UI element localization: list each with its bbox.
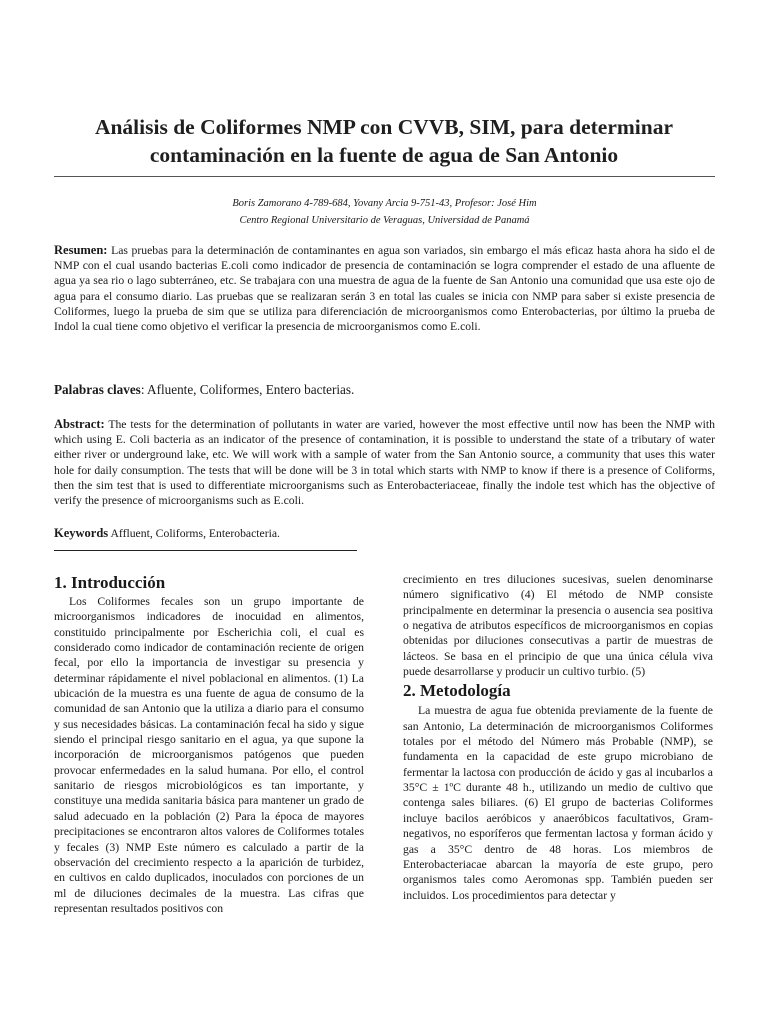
abstract-block <box>54 417 715 508</box>
right-column <box>403 572 713 903</box>
author-block <box>54 195 715 229</box>
abstract-label: Abstract: <box>54 417 105 431</box>
intro-heading: 1. Introducción <box>54 573 166 592</box>
title-line-1: Análisis de Coliformes NMP con CVVB, SIM, para determinar <box>94 115 674 139</box>
paper-title <box>40 113 728 169</box>
resumen-text: Las pruebas para la determinación de contaminantes en agua son variados, sin embargo el más eficaz hasta ahora ha sido el de NMP con el cual usando bacterias E.coli como indicador de presencia de contaminación se logra comprender el estado de una afluente de agua ya sea rio o lago subterráneo, etc. Se trabajara con una muestra de agua de la fuente de San Antonio una comunidad que usa este ojo de agua para el consumo diario. Las pruebas que se realizaran serán 3 en total las cuales se inicia con NMP para saber si existe presencia de Coliformes, luego la prueba de sim que se utiliza para diferenciación de microorganismos como Enterobacterias, por último la prueba de Indol la cual tiene como objetivo el verificar la presencia de microorganismos como E.coli. <box>54 244 715 334</box>
metodologia-paragraph: La muestra de agua fue obtenida previamente de la fuente de san Antonio, La determinación de microorganismos Coliformes totales por el método del Número más Probable (NMP), se fundamenta en la capacidad de este grupo microbiano de fermentar la lactosa con producción de ácido y gas al incubarlos a 35°C ± 1ºC durante 48 h., utilizando un medio de cultivo que contenga sales biliares. (6) El grupo de bacterias Coliformes incluye bacilos aeróbicos y anaeróbicos facultativos, Gram-negativos, no esporíferos que fermentan lactosa y forman ácido y gas a 35°C dentro de 48 horas. Los miembros de Enterobacteriacae abarcan la mayoría de este grupo, pero organismos tales como Aeromonas spp. También pueden ser incluidos. Los procedimientos para detectar y <box>403 704 713 902</box>
palabras-claves-block <box>54 381 715 398</box>
authors-line: Boris Zamorano 4-789-684, Yovany Arcia 9-751-43, Profesor: José Him <box>232 198 537 209</box>
keywords-text: Affluent, Coliforms, Enterobacteria. <box>108 527 280 540</box>
keywords-block <box>54 526 715 541</box>
intro-continued-paragraph: crecimiento en tres diluciones sucesivas, suelen denominarse número significativo (4) El método de NMP consiste principalmente en determinar la presencia o ausencia sea positiva o negativa de atributos específicos de microorganismos en copias obtenidas por diluciones consecutivas a partir de muestras de lácteos. Se basa en el principio de que una única célula viva puede desarrollarse y producir un cultivo turbio. (5) <box>403 573 713 679</box>
abstract-text: The tests for the determination of pollutants in water are varied, however the most effective until now has been the NMP with which using E. Coli bacteria as an indicator of the presence of contamination, it is possible to understand the state of a tributary of water either river or underground lake, etc. We will work with a sample of water from the San Antonio source, a community that uses this water hole for daily consumption. The tests that will be done will be 3 in total which starts with NMP to know if there is a presence of Coliforms, then the sim test that is used to differentiate microorganisms such as Enterobacteriaceae, finally the indole test which has the objective of verify the presence of microorganisms such as E.coli. <box>54 418 715 508</box>
resumen-label: Resumen: <box>54 243 108 257</box>
palabras-claves-text: : Afluente, Coliformes, Entero bacterias. <box>140 382 355 397</box>
intro-paragraph: Los Coliformes fecales son un grupo importante de microorganismos indicadores de inocuidad en alimentos, constituido principalmente por Escherichia coli, el cual es considerado como indicador de contaminación reciente de origen fecal, por ello la importancia de investigar su presencia y determinar rápidamente el nivel poblacional en alimentos. (1) La ubicación de la muestra es una fuente de agua de consumo de la comunidad de san Antonio que la utiliza a diario para el consumo y sus necesidades básicas. La contaminación fecal ha sido y sigue siendo el principal riesgo sanitario en el agua, ya que supone la incorporación de microorganismos patógenos que pueden provocar enfermedades en la salud humana. Por ello, el control sanitario de riesgos microbiológicos es tan importante, y constituye una medida sanitaria básica para mantener un grado de salud adecuado en la población (2) Para la época de mayores precipitaciones se encontraron altos valores de Coliformes totales y fecales (3) NMP Este número es calculado a partir de la observación del crecimiento respecto a la aparición de turbidez, en cultivos en caldo duplicados, inoculados con porciones de un ml de diluciones decimales de la muestra. Las cifras que representan resultados positivos con <box>54 595 364 915</box>
resumen-block <box>54 243 715 334</box>
keywords-label: Keywords <box>54 526 109 540</box>
affiliation-line: Centro Regional Universitario de Veraguas, Universidad de Panamá <box>239 215 530 226</box>
section-divider <box>54 550 357 551</box>
title-line-2: contaminación en la fuente de agua de San Antonio <box>149 143 619 167</box>
metodologia-heading: 2. Metodología <box>403 681 511 701</box>
title-divider <box>54 176 715 177</box>
palabras-claves-label: Palabras claves <box>54 382 141 397</box>
left-column <box>54 572 364 916</box>
